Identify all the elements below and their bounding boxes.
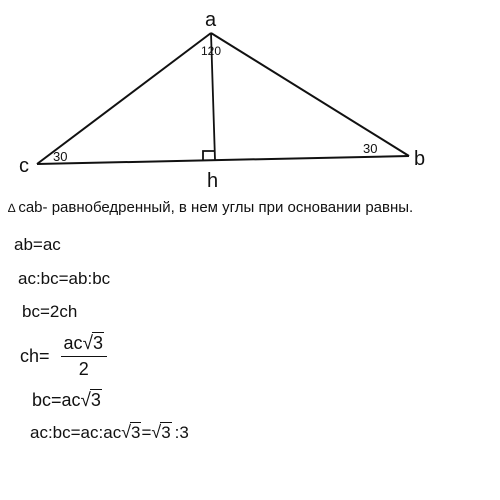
equation-line-3: bc=2ch <box>22 302 78 321</box>
fraction-numerator <box>61 334 107 357</box>
vertex-b-label: b <box>414 148 426 170</box>
side-ac <box>37 33 211 164</box>
caption <box>8 199 413 216</box>
line6-a: ac:bc=ac:ac <box>30 423 122 442</box>
side-ab <box>211 33 409 156</box>
side-cb <box>37 156 409 164</box>
equation-line-1: ab=ac <box>14 235 61 254</box>
angle-c-label: 30 <box>53 149 68 164</box>
line5-a: bc=ac <box>32 390 81 410</box>
line6-c: :3 <box>174 423 189 442</box>
right-angle-mark <box>203 151 214 160</box>
line6-b: = <box>141 423 152 442</box>
caption-text: cab- равнобедренный, в нем углы при основании равны. <box>18 199 414 216</box>
sqrt-symbol: √3 <box>80 390 101 411</box>
vertex-h-label: h <box>207 170 219 192</box>
triangle-diagram <box>0 0 500 192</box>
sqrt-symbol: √3 <box>151 422 171 442</box>
fraction <box>61 334 107 378</box>
sqrt-symbol: √3 <box>82 333 103 354</box>
sqrt-symbol: √3 <box>121 422 141 442</box>
angle-b-label: 30 <box>363 141 378 156</box>
line4-num-a: ac <box>63 333 83 353</box>
line4-lhs: ch= <box>20 345 50 366</box>
fraction-denominator: 2 <box>78 358 89 379</box>
vertex-c-label: c <box>19 155 29 177</box>
equation-line-2: ac:bc=ab:bc <box>18 269 111 288</box>
triangle-symbol: ∆ <box>8 201 16 215</box>
equation-line-4 <box>20 334 107 378</box>
equation-line-5 <box>32 391 102 411</box>
angle-apex-label: 120 <box>201 44 222 58</box>
vertex-a-label: a <box>205 9 217 31</box>
equation-line-6 <box>30 424 189 442</box>
